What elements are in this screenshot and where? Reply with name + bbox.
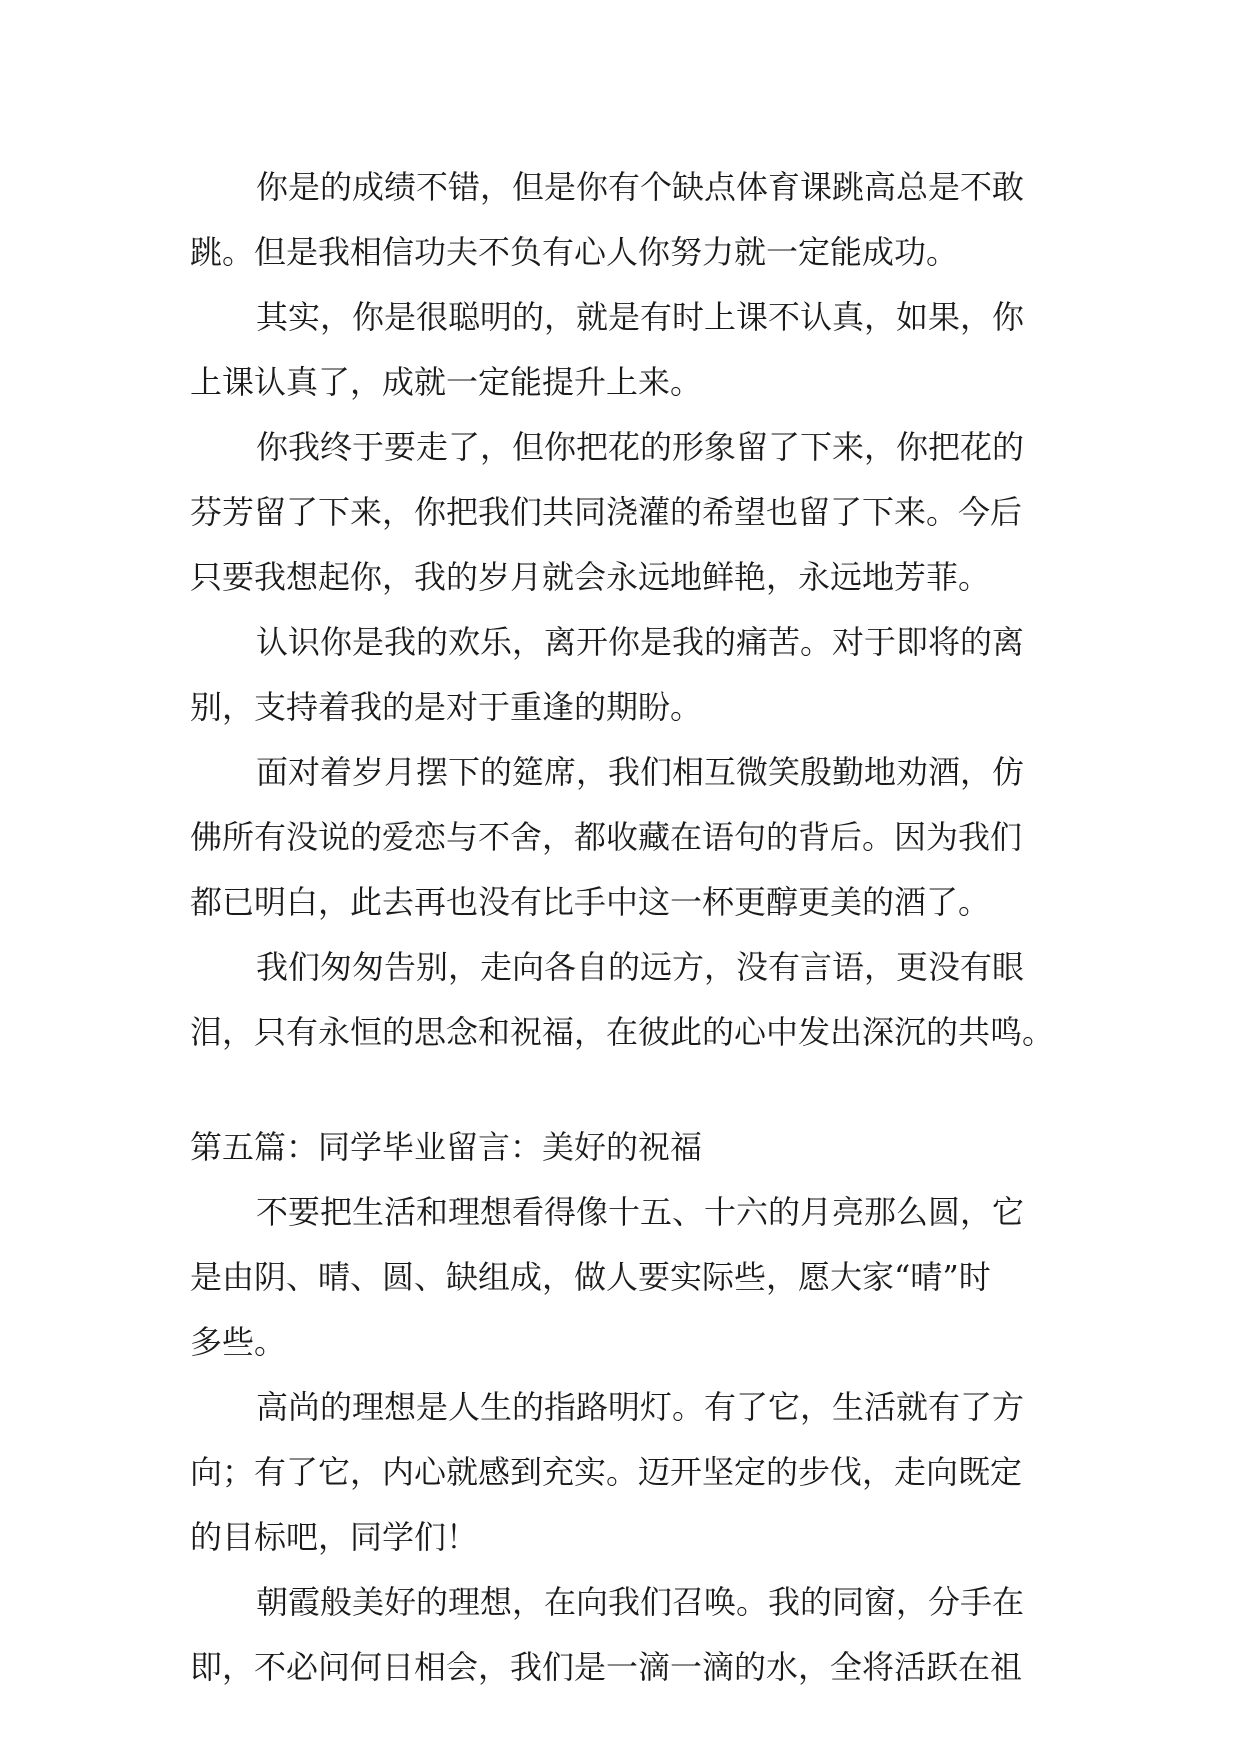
paragraph-3-line-2: 芬芳留了下来，你把我们共同浇灌的希望也留了下来。今后 xyxy=(190,493,1023,531)
paragraph-2-line-1: 其实，你是很聪明的，就是有时上课不认真，如果，你 xyxy=(256,298,1025,336)
section-paragraph-1-line-3: 多些。 xyxy=(190,1323,287,1361)
paragraph-3-line-3: 只要我想起你，我的岁月就会永远地鲜艳，永远地芳菲。 xyxy=(190,558,991,596)
paragraph-6-line-2: 泪，只有永恒的思念和祝福，在彼此的心中发出深沉的共鸣。 xyxy=(190,1013,1055,1051)
section-paragraph-1-line-1: 不要把生活和理想看得像十五、十六的月亮那么圆，它 xyxy=(256,1193,1025,1231)
paragraph-5-line-3: 都已明白，此去再也没有比手中这一杯更醇更美的酒了。 xyxy=(190,883,991,921)
section-paragraph-1-line-2: 是由阴、晴、圆、缺组成，做人要实际些，愿大家“晴”时 xyxy=(190,1258,991,1296)
paragraph-1-line-2: 跳。但是我相信功夫不负有心人你努力就一定能成功。 xyxy=(190,233,959,271)
section-heading: 第五篇：同学毕业留言：美好的祝福 xyxy=(190,1128,703,1166)
paragraph-5-line-1: 面对着岁月摆下的筵席，我们相互微笑殷勤地劝酒，仿 xyxy=(256,753,1025,791)
section-paragraph-2-line-2: 向；有了它，内心就感到充实。迈开坚定的步伐，走向既定 xyxy=(190,1453,1023,1491)
paragraph-1-line-1: 你是的成绩不错，但是你有个缺点体育课跳高总是不敢 xyxy=(256,168,1025,206)
paragraph-2-line-2: 上课认真了，成就一定能提升上来。 xyxy=(190,363,703,401)
section-paragraph-3-line-2: 即，不必问何日相会，我们是一滴一滴的水，全将活跃在祖 xyxy=(190,1648,1023,1686)
section-paragraph-3-line-1: 朝霞般美好的理想，在向我们召唤。我的同窗，分手在 xyxy=(256,1583,1025,1621)
paragraph-3-line-1: 你我终于要走了，但你把花的形象留了下来，你把花的 xyxy=(256,428,1025,466)
paragraph-4-line-2: 别，支持着我的是对于重逢的期盼。 xyxy=(190,688,703,726)
paragraph-4-line-1: 认识你是我的欢乐，离开你是我的痛苦。对于即将的离 xyxy=(256,623,1025,661)
section-paragraph-2-line-1: 高尚的理想是人生的指路明灯。有了它，生活就有了方 xyxy=(256,1388,1025,1426)
paragraph-6-line-1: 我们匆匆告别，走向各自的远方，没有言语，更没有眼 xyxy=(256,948,1025,986)
paragraph-5-line-2: 佛所有没说的爱恋与不舍，都收藏在语句的背后。因为我们 xyxy=(190,818,1023,856)
section-paragraph-2-line-3: 的目标吧，同学们！ xyxy=(190,1518,479,1556)
